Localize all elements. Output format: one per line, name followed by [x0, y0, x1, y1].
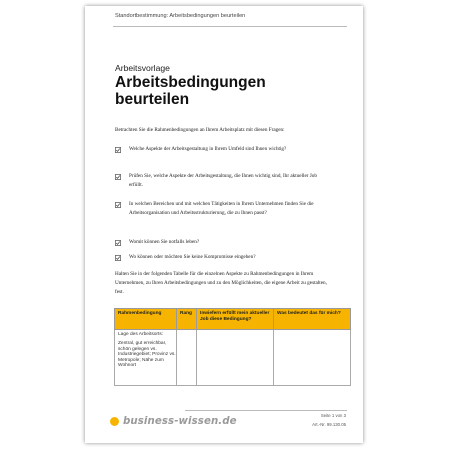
outro-paragraph: Halten Sie in der folgenden Tabelle für die einzelnen Aspekte zu Rahmenbedingungen in Ihrem Unternehmen, zu Ihren Arbeitsbedingungen und zu den Möglichkeiten, die eigene Arbeit zu gestalten, fest.	[115, 271, 327, 296]
column-header-fulfillment: Inwiefern erfüllt mein aktueller Job diese Bedingung?	[197, 309, 274, 330]
page-number: Seite 1 von 3	[320, 413, 346, 418]
list-item	[115, 253, 327, 262]
table-row	[115, 330, 351, 386]
condition-cell	[115, 330, 177, 386]
checkbox-checked-icon	[115, 240, 121, 246]
checkbox-checked-icon	[115, 202, 121, 208]
document-page	[85, 6, 363, 443]
title-line-2: beurteilen	[115, 91, 190, 108]
column-header-rank: Rang	[177, 309, 197, 330]
column-header-condition: Rahmenbedingung	[115, 309, 177, 330]
logo-dot-icon	[110, 417, 119, 426]
list-item	[115, 200, 327, 218]
assessment-table	[114, 308, 351, 386]
question-text: Wo können oder möchten Sie keine Kompromisse eingehen?	[129, 254, 256, 260]
meaning-cell[interactable]	[274, 330, 351, 386]
running-header: Standortbestimmung: Arbeitsbedingungen beurteilen	[115, 13, 246, 19]
checkbox-checked-icon	[115, 255, 121, 261]
list-item	[115, 172, 327, 190]
column-header-meaning: Was bedeutet das für mich?	[274, 309, 351, 330]
list-item	[115, 145, 327, 154]
intro-paragraph: Betrachten Sie die Rahmenbedingungen an Ihrem Arbeitsplatz mit diesen Fragen:	[115, 127, 285, 133]
document-subtitle: Arbeitsvorlage	[115, 63, 170, 73]
list-item	[115, 238, 327, 247]
header-divider	[113, 26, 347, 27]
question-text: In welchen Bereichen und mit welchen Tätigkeiten in Ihrem Unternehmen finden Sie die Arbeitsorganisation und Arbeitsstrukturierung, die zu Ihnen passt?	[129, 201, 314, 217]
brand-logo	[110, 416, 237, 427]
document-title	[115, 74, 266, 108]
title-line-1: Arbeitsbedingungen	[115, 74, 266, 91]
condition-title: Lage des Arbeitsorts:	[118, 332, 164, 337]
rank-cell[interactable]	[177, 330, 197, 386]
question-text: Womit können Sie notfalls leben?	[129, 239, 200, 245]
fulfillment-cell[interactable]	[197, 330, 274, 386]
table-header-row	[115, 309, 351, 330]
condition-description: Zentral, gut erreichbar, schön gelegen vs. Industriegebiet; Provinz vs. Metropole; Nähe zum Wohnort	[118, 341, 176, 369]
checkbox-checked-icon	[115, 147, 121, 153]
logo-text: business-wissen.de	[123, 416, 237, 427]
question-text: Prüfen Sie, welche Aspekte der Arbeitsgestaltung, die Ihnen wichtig sind, Ihr aktueller Job erfüllt.	[129, 173, 317, 189]
question-text: Welche Aspekte der Arbeitsgestaltung in Ihrem Umfeld sind Ihnen wichtig?	[129, 146, 287, 152]
checkbox-checked-icon	[115, 174, 121, 180]
footer-divider	[185, 410, 347, 411]
article-number: Art.-Nr. 99.130.05	[312, 422, 346, 427]
